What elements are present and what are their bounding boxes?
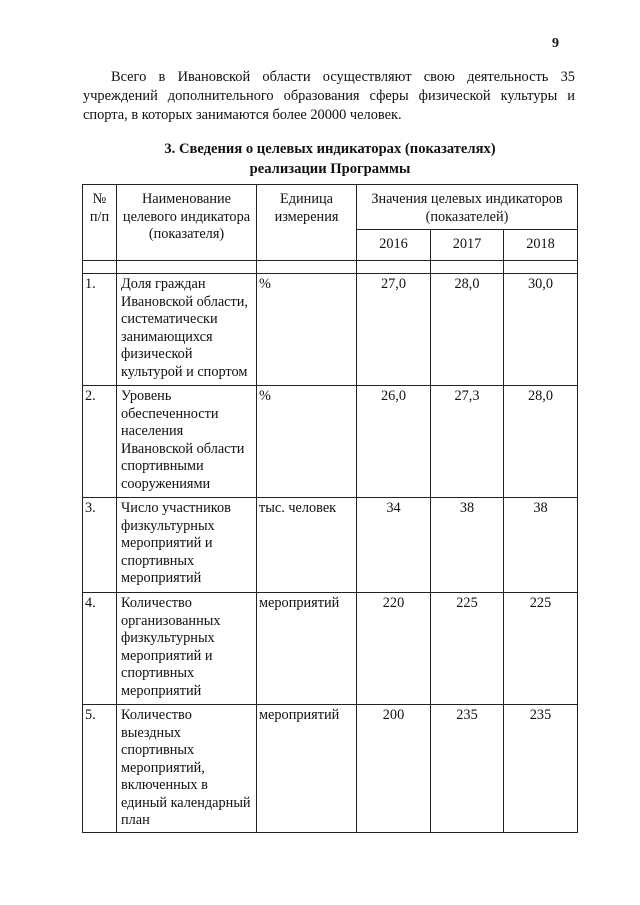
row-value-2017: 28,0	[431, 274, 504, 386]
row-unit: мероприятий	[257, 593, 357, 705]
header-year-2018: 2018	[504, 230, 578, 261]
section-title	[80, 139, 580, 179]
row-value-2018: 30,0	[504, 274, 578, 386]
header-year-2017: 2017	[431, 230, 504, 261]
table-row	[83, 386, 578, 498]
header-row	[83, 185, 578, 230]
section-title-line-1: 3. Сведения о целевых индикаторах (показателях)	[164, 141, 496, 157]
row-num: 5.	[83, 705, 117, 833]
table-row	[83, 705, 578, 833]
row-name: Уровень обеспеченности населения Ивановской области спортивными сооружениями	[117, 386, 257, 498]
row-unit: %	[257, 386, 357, 498]
row-value-2018: 38	[504, 498, 578, 593]
page-number: 9	[552, 36, 559, 51]
table-row	[83, 274, 578, 386]
header-year-2016: 2016	[357, 230, 431, 261]
row-name: Количество выездных спортивных мероприятий, включенных в единый календарный план	[117, 705, 257, 833]
row-value-2018: 235	[504, 705, 578, 833]
row-value-2017: 235	[431, 705, 504, 833]
row-value-2016: 220	[357, 593, 431, 705]
row-num: 3.	[83, 498, 117, 593]
row-value-2016: 34	[357, 498, 431, 593]
indicators-table	[82, 184, 578, 833]
row-value-2018: 28,0	[504, 386, 578, 498]
row-num: 1.	[83, 274, 117, 386]
intro-paragraph: Всего в Ивановской области осуществляют свою деятельность 35 учреждений дополнительного образования сферы физической культуры и спорта, в которых занимаются более 20000 человек.	[83, 69, 575, 123]
row-value-2017: 38	[431, 498, 504, 593]
table-row	[83, 498, 578, 593]
row-name: Количество организованных физкультурных мероприятий и спортивных мероприятий	[117, 593, 257, 705]
row-unit: мероприятий	[257, 705, 357, 833]
row-value-2017: 27,3	[431, 386, 504, 498]
section-title-line-2: реализации Программы	[249, 161, 411, 177]
header-values: Значения целевых индикаторов (показателей)	[357, 185, 578, 230]
row-unit: тыс. человек	[257, 498, 357, 593]
row-num: 2.	[83, 386, 117, 498]
row-value-2016: 200	[357, 705, 431, 833]
spacer-row	[83, 261, 578, 274]
row-num: 4.	[83, 593, 117, 705]
header-unit: Единица измерения	[257, 185, 357, 261]
row-unit: %	[257, 274, 357, 386]
row-value-2017: 225	[431, 593, 504, 705]
row-name: Число участников физкультурных мероприятий и спортивных мероприятий	[117, 498, 257, 593]
header-num: № п/п	[83, 185, 117, 261]
row-value-2018: 225	[504, 593, 578, 705]
row-name: Доля граждан Ивановской области, систематически занимающихся физической культурой и спортом	[117, 274, 257, 386]
table-row	[83, 593, 578, 705]
row-value-2016: 26,0	[357, 386, 431, 498]
header-name: Наименование целевого индикатора (показателя)	[117, 185, 257, 261]
row-value-2016: 27,0	[357, 274, 431, 386]
